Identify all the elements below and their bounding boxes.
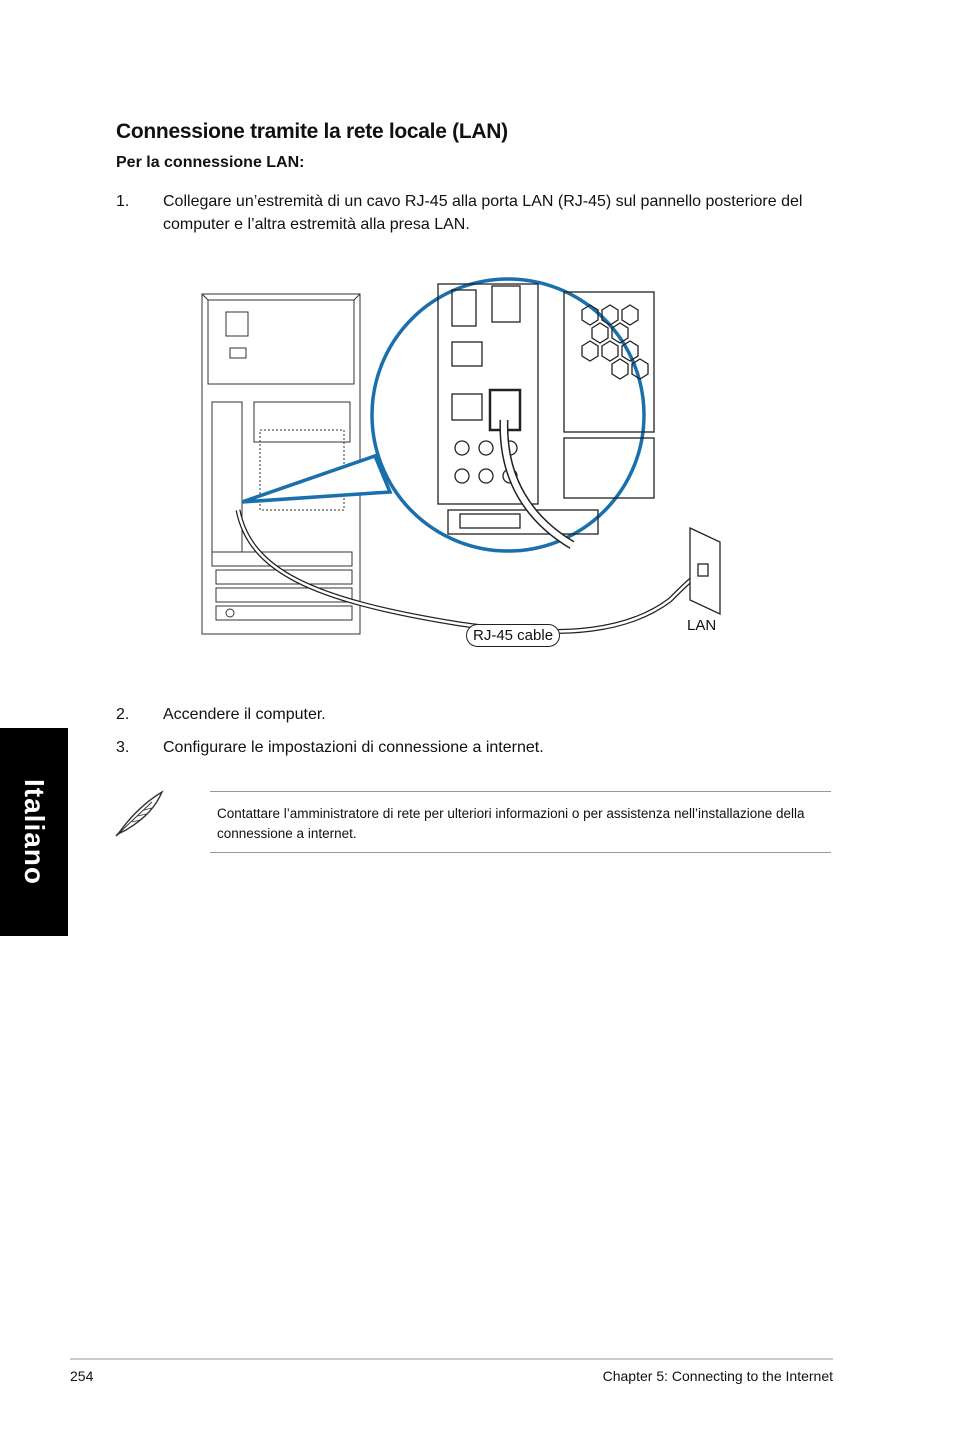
feather-pen-icon: [112, 788, 168, 840]
step-number: 2.: [116, 706, 130, 723]
section-heading: Connessione tramite la rete locale (LAN): [116, 120, 508, 143]
language-label: Italiano: [19, 778, 50, 886]
step-number: 1.: [116, 193, 130, 210]
pc-tower-rear: [202, 294, 360, 634]
lan-wall-socket: [690, 528, 720, 614]
step-text: Configurare le impostazioni di connessione a internet.: [163, 739, 544, 756]
chapter-title: Chapter 5: Connecting to the Internet: [602, 1368, 833, 1384]
language-side-tab: [0, 728, 68, 936]
page-number: 254: [70, 1368, 94, 1384]
note-box: [210, 791, 831, 853]
section-subheading: Per la connessione LAN:: [116, 154, 305, 171]
lan-connection-diagram: [190, 270, 750, 670]
step-text: Accendere il computer.: [163, 706, 326, 723]
step-number: 3.: [116, 739, 130, 756]
lan-socket-label: LAN: [687, 617, 717, 634]
footer-rule: [70, 1358, 833, 1360]
zoom-pointer: [242, 456, 390, 502]
step-text: Collegare un’estremità di un cavo RJ-45 alla porta LAN (RJ-45) sul pannello posteriore del computer e l’altra estremità alla presa LAN.: [163, 193, 803, 233]
note-text: Contattare l’amministratore di rete per ulteriori informazioni o per assistenza nell’installazione della connessione a internet.: [217, 806, 805, 841]
rj45-cable-label: RJ-45 cable: [466, 624, 560, 647]
